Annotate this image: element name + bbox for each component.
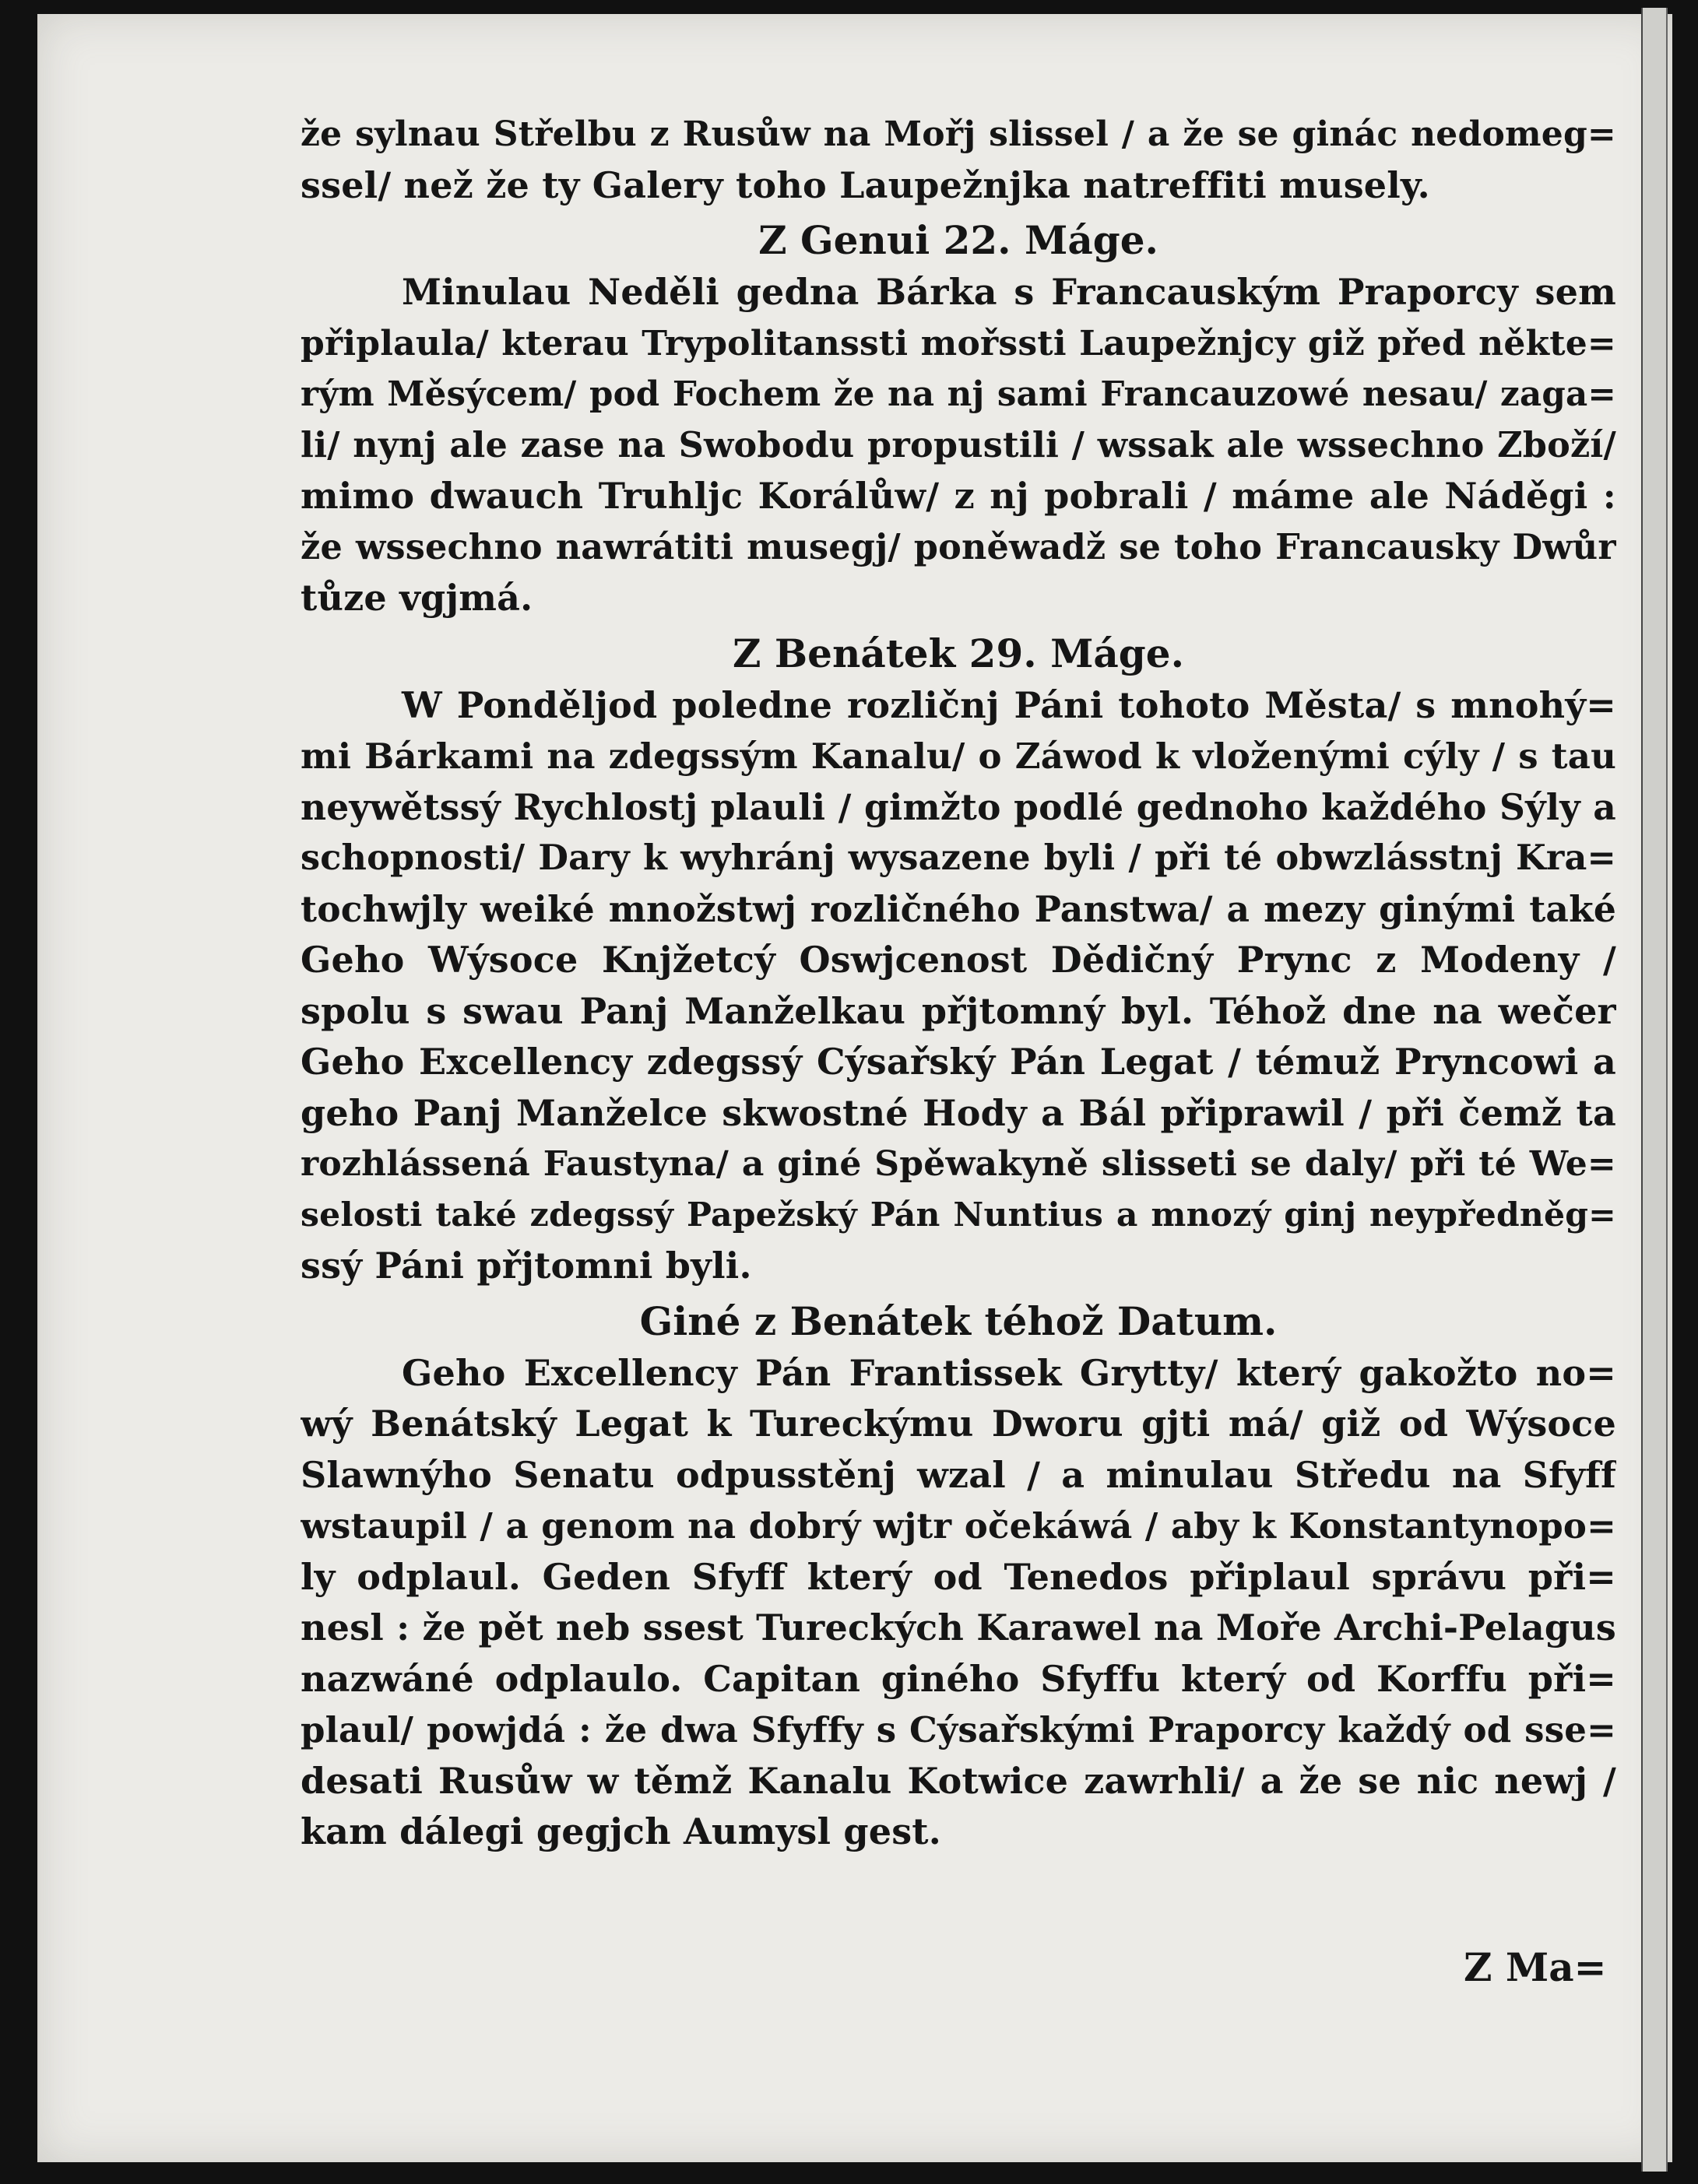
text-line: připlaula/ kterau Trypolitanssti mořssti Laupežnjcy giž před někte= bbox=[301, 323, 1616, 363]
text-line: rozhlássená Faustyna/ a giné Spěwakyně slisseti se daly/ při té We= bbox=[301, 1144, 1616, 1184]
text-line: že sylnau Střelbu z Rusůw na Mořj slissel / a že se ginác nedomeg= bbox=[301, 114, 1616, 154]
text-line: Slawnýho Senatu odpusstěnj wzal / a minulau Středu na Sfyff bbox=[301, 1453, 1616, 1496]
text-line: ssý Páni přjtomni byli. bbox=[301, 1245, 752, 1287]
text-line: plaul/ powjdá : že dwa Sfyffy s Cýsařskými Praporcy každý od sse= bbox=[301, 1709, 1616, 1750]
text-line: Minulau Neděli gedna Bárka s Francauským Praporcy sem bbox=[402, 271, 1616, 313]
text-line: W Ponděljod poledne rozličnj Páni tohoto Města/ s mnohý= bbox=[402, 683, 1616, 726]
text-line: Geho Excellency zdegssý Cýsařský Pán Legat / témuž Pryncowi a bbox=[301, 1041, 1616, 1083]
text-line: desati Rusůw w těmž Kanalu Kotwice zawrhli/ a že se nic newj / bbox=[301, 1759, 1616, 1802]
text-line: schopnosti/ Dary k wyhránj wysazene byli / při té obwzlásstnj Kra= bbox=[301, 837, 1616, 878]
text-line: wý Benátský Legat k Tureckýmu Dworu gjti má/ giž od Wýsoce bbox=[301, 1403, 1616, 1445]
text-line: nesl : že pět neb ssest Tureckých Karawel na Moře Archi-Pelagus bbox=[301, 1606, 1616, 1649]
text-line: ssel/ než že ty Galery toho Laupežnjka natreffiti musely. bbox=[301, 163, 1430, 206]
text-line: tochwjly weiké množstwj rozličného Panstwa/ a mezy ginými také bbox=[301, 887, 1616, 930]
text-line: neywětssý Rychlostj plauli / gimžto podlé gednoho každého Sýly a bbox=[301, 785, 1616, 828]
text-line: geho Panj Manželce skwostné Hody a Bál připrawil / při čemž ta bbox=[301, 1091, 1616, 1134]
text-line: mimo dwauch Truhljc Korálůw/ z nj pobrali / máme ale Náděgi : bbox=[301, 475, 1616, 517]
text-line: wstaupil / a genom na dobrý wjtr očekáwá / aby k Konstantynopo= bbox=[301, 1505, 1616, 1547]
text-line: kam dálegi gegjch Aumysl gest. bbox=[301, 1810, 941, 1852]
text-line: tůze vgjmá. bbox=[301, 577, 533, 619]
section-heading: Z Genui 22. Máge. bbox=[758, 217, 1158, 263]
text-line: že wssechno nawrátiti musegj/ poněwadž se toho Francausky Dwůr bbox=[301, 526, 1616, 567]
text-line: spolu s swau Panj Manželkau přjtomný byl. Téhož dne na wečer bbox=[301, 989, 1616, 1032]
text-block bbox=[301, 109, 1616, 1858]
text-line: nazwáné odplaulo. Capitan giného Sfyffu který od Korffu při= bbox=[301, 1657, 1616, 1700]
text-line: li/ nynj ale zase na Swobodu propustili / wssak ale wssechno Zboží/ bbox=[301, 424, 1616, 465]
text-line: Geho Excellency Pán Frantissek Grytty/ který gakožto no= bbox=[402, 1351, 1616, 1394]
section-heading: Giné z Benátek téhož Datum. bbox=[639, 1297, 1278, 1344]
catchword: Z Ma= bbox=[1464, 1944, 1607, 1990]
text-line: selosti také zdegssý Papežský Pán Nuntius a mnozý ginj neypředněg= bbox=[301, 1195, 1616, 1234]
text-line: rým Měsýcem/ pod Fochem že na nj sami Francauzowé nesau/ zaga= bbox=[301, 374, 1616, 414]
text-line: mi Bárkami na zdegssým Kanalu/ o Záwod k vloženými cýly / s tau bbox=[301, 736, 1616, 777]
text-line: ly odplaul. Geden Sfyff který od Tenedos připlaul správu při= bbox=[301, 1555, 1616, 1598]
text-line: Geho Wýsoce Knjžetcý Oswjcenost Dědičný Prync z Modeny / bbox=[301, 939, 1616, 981]
section-heading: Z Benátek 29. Máge. bbox=[732, 630, 1184, 676]
page-edge-binding bbox=[1641, 8, 1668, 2172]
